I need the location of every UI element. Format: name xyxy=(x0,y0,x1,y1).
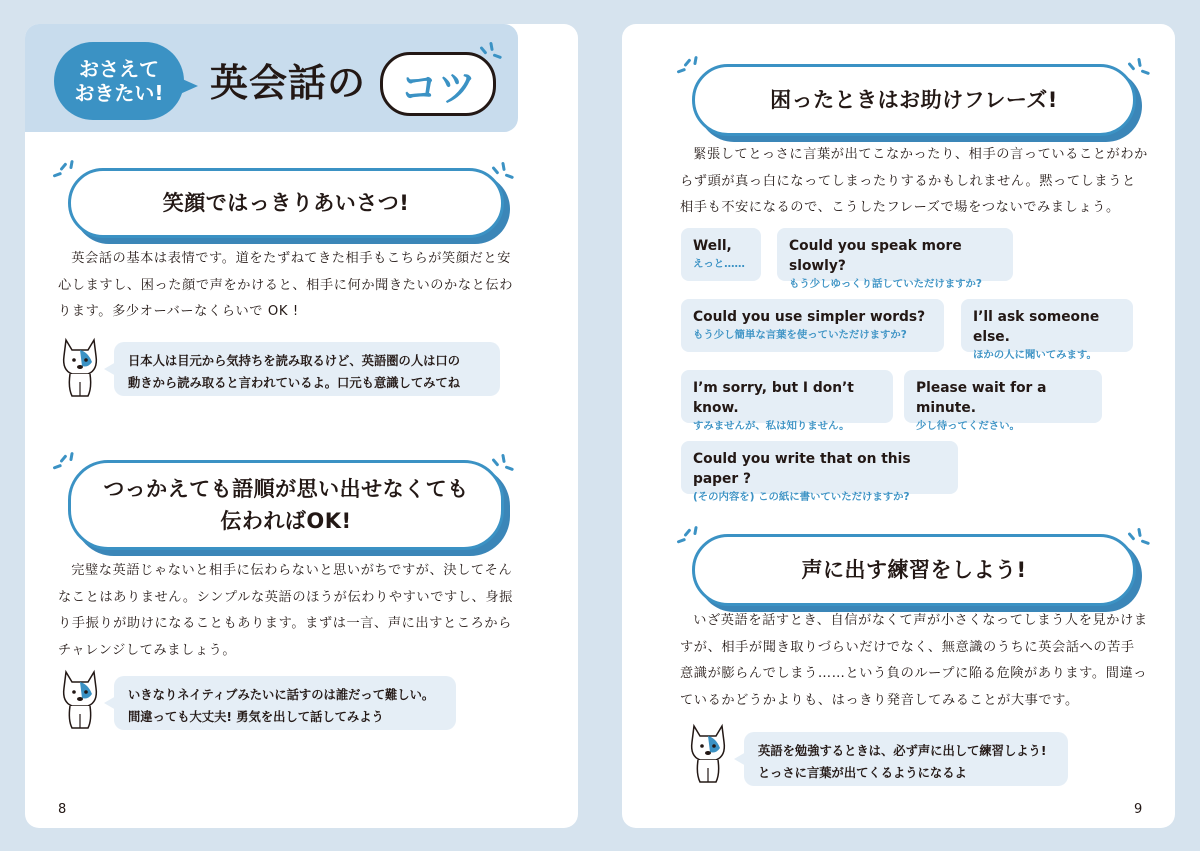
title-badge xyxy=(54,42,184,120)
phrase-en: I’ll ask someone else. xyxy=(973,309,1100,345)
heading-line-1: つっかえても語順が思い出せなくても xyxy=(103,477,469,501)
section-heading-smile xyxy=(68,168,504,238)
sparkle-icon xyxy=(1126,56,1148,78)
section-heading-help-phrases xyxy=(692,64,1136,136)
page-number-left: 8 xyxy=(58,802,67,817)
phrase-ja: ほかの人に聞いてみます。 xyxy=(973,349,1097,361)
heading-line-2: 伝わればOK! xyxy=(220,509,352,533)
heading-text: 笑顔ではっきりあいさつ! xyxy=(162,191,410,215)
tip-line-1: 日本人は目元から気持ちを読み取るけど、英語圏の人は口の xyxy=(128,354,461,368)
page-number-right: 9 xyxy=(1134,802,1143,817)
tip-bubble-word-order xyxy=(114,676,456,730)
badge-line-1: おさえて xyxy=(79,57,159,81)
phrase-card xyxy=(961,299,1133,361)
phrase-en: Could you use simpler words? xyxy=(693,309,926,325)
sparkle-icon xyxy=(1126,526,1148,548)
phrase-en: I’m sorry, but I don’t know. xyxy=(693,380,854,416)
tip-bubble-speak-aloud xyxy=(744,732,1068,786)
french-bulldog-icon xyxy=(58,668,102,732)
phrase-ja: すみませんが、私は知りません。 xyxy=(693,420,850,432)
sparkle-icon xyxy=(490,452,512,474)
phrase-ja: えっと…… xyxy=(693,258,745,270)
phrase-ja: (その内容を) この紙に書いていただけますか? xyxy=(693,491,910,503)
french-bulldog-icon xyxy=(686,722,730,786)
tip-line-2: 間違っても大丈夫! 勇気を出して話してみよう xyxy=(128,710,384,724)
page-title-accent: コツ xyxy=(380,52,496,116)
tip-line-2: とっさに言葉が出てくるようになるよ xyxy=(758,766,967,780)
body-text-smile: 英会話の基本は表情です。道をたずねてきた相手もこちらが笑顔だと安心しますし、困った顔で声をかけると、相手に何か聞きたいのかなと伝わります。多少オーバーなくらいで OK ! xyxy=(58,251,513,319)
heading-text: 困ったときはお助けフレーズ! xyxy=(770,88,1058,112)
phrase-card xyxy=(681,370,893,432)
tip-line-1: いきなりネイティブみたいに話すのは誰だって難しい。 xyxy=(128,688,435,702)
body-text-word-order: 完璧な英語じゃないと相手に伝わらないと思いがちですが、決してそんなことはありません。シンプルな英語のほうが伝わりやすいですし、身振り手振りが助けになることもあります。まずは一言、声に出すところからチャレンジしてみましょう。 xyxy=(58,563,513,658)
section-heading-speak-aloud xyxy=(692,534,1136,606)
tip-bubble-smile xyxy=(114,342,500,396)
tip-line-1: 英語を勉強するときは、必ず声に出して練習しよう! xyxy=(758,744,1047,758)
sparkle-icon xyxy=(60,452,82,474)
phrase-card xyxy=(777,228,1013,290)
phrase-ja: もう少しゆっくり話していただけますか? xyxy=(789,278,982,290)
section-heading-word-order xyxy=(68,460,504,550)
phrase-en: Please wait for a minute. xyxy=(916,380,1047,416)
phrase-card xyxy=(681,228,761,281)
phrase-card xyxy=(904,370,1102,432)
phrase-ja: もう少し簡単な言葉を使っていただけますか? xyxy=(693,329,907,341)
french-bulldog-icon xyxy=(58,336,102,400)
heading-text: 声に出す練習をしよう! xyxy=(801,558,1027,582)
phrase-en: Well, xyxy=(693,238,732,254)
phrase-en: Could you write that on this paper ? xyxy=(693,451,911,487)
page-title: 英会話の xyxy=(210,61,367,105)
phrase-ja: 少し待ってください。 xyxy=(916,420,1020,432)
phrase-card xyxy=(681,441,958,503)
sparkle-icon xyxy=(478,40,500,62)
body-text-speak-aloud: いざ英語を話すとき、自信がなくて声が小さくなってしまう人を見かけますが、相手が聞き取りづらいだけでなく、無意識のうちに英会話への苦手意識が膨らんでしまう……という負のループに陥る危険があります。間違っているかどうかよりも、はっきり発音してみることが大事です。 xyxy=(680,613,1148,708)
body-text-help-phrases: 緊張してとっさに言葉が出てこなかったり、相手の言っていることがわからず頭が真っ白になってしまったりするかもしれません。黙ってしまうと相手も不安になるので、こうしたフレーズで場をつないでみましょう。 xyxy=(680,147,1148,215)
phrase-en: Could you speak more slowly? xyxy=(789,238,962,274)
tip-line-2: 動きから読み取ると言われているよ。口元も意識してみてね xyxy=(128,376,461,390)
phrase-card xyxy=(681,299,944,352)
badge-line-2: おきたい! xyxy=(74,81,164,105)
